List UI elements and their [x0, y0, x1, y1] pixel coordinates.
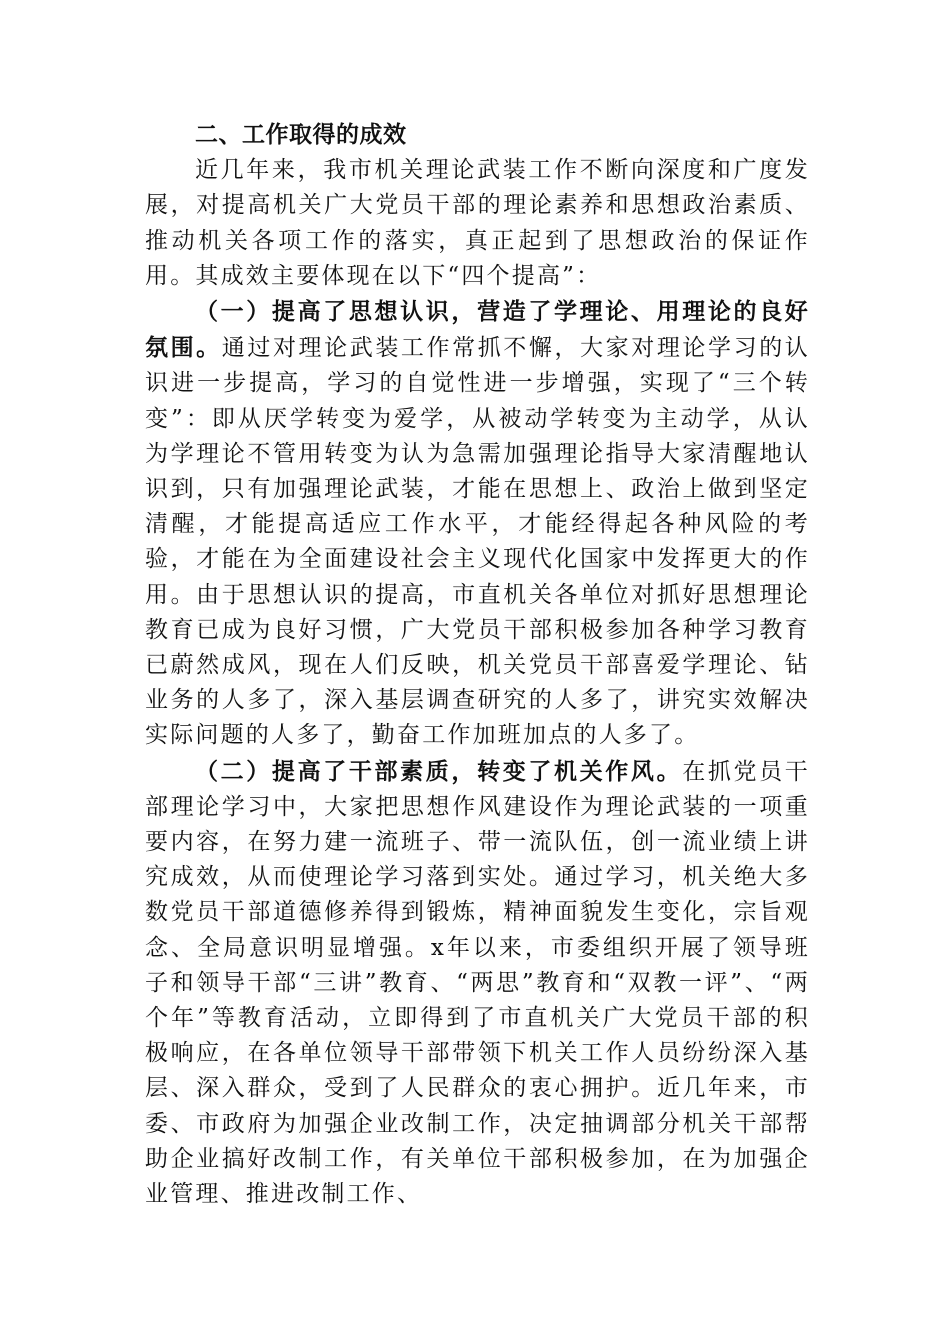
item-2-paragraph [145, 754, 810, 1213]
item-1-lead: （一）提高了思想认识，营造了学理论、用理论的良好氛围。 [145, 298, 810, 362]
item-2-lead: （二）提高了干部素质，转变了机关作风。 [195, 757, 683, 785]
intro-paragraph: 近几年来，我市机关理论武装工作不断向深度和广度发展，对提高机关广大党员干部的理论素养和思想政治素质、推动机关各项工作的落实，真正起到了思想政治的保证作用。其成效主要体现在以下“四个提高”： [145, 157, 810, 289]
item-1-body: 通过对理论武装工作常抓不懈，大家对理论学习的认识进一步提高，学习的自觉性进一步增强，实现了“三个转变”：即从厌学转变为爱学，从被动学转变为主动学，从认为学理论不管用转变为认为急需加强理论指导大家清醒地认识到，只有加强理论武装，才能在思想上、政治上做到坚定清醒，才能提高适应工作水平，才能经得起各种风险的考验，才能在为全面建设社会主义现代化国家中发挥更大的作用。由于思想认识的提高，市直机关各单位对抓好思想理论教育已成为良好习惯，广大党员干部积极参加各种学习教育已蔚然成风，现在人们反映，机关党员干部喜爱学理论、钻业务的人多了，深入基层调查研究的人多了，讲究实效解决实际问题的人多了，勤奋工作加班加点的人多了。 [145, 335, 810, 749]
item-2-body: 在抓党员干部理论学习中，大家把思想作风建设作为理论武装的一项重要内容，在努力建一流班子、带一流队伍，创一流业绩上讲究成效，从而使理论学习落到实处。通过学习，机关绝大多数党员干部道德修养得到锻炼，精神面貌发生变化，宗旨观念、全局意识明显增强。x年以来，市委组织开展了领导班子和领导干部“三讲”教育、“两思”教育和“双教一评”、“两个年”等教育活动，立即得到了市直机关广大党员干部的积极响应，在各单位领导干部带领下机关工作人员纷纷深入基层、深入群众，受到了人民群众的衷心拥护。近几年来，市委、市政府为加强企业改制工作，决定抽调部分机关干部帮助企业搞好改制工作，有关单位干部积极参加，在为加强企业管理、推进改制工作、 [145, 758, 810, 1208]
item-1-paragraph [145, 294, 810, 754]
section-heading: 二、工作取得的成效 [195, 122, 407, 148]
document-body [145, 118, 810, 1212]
